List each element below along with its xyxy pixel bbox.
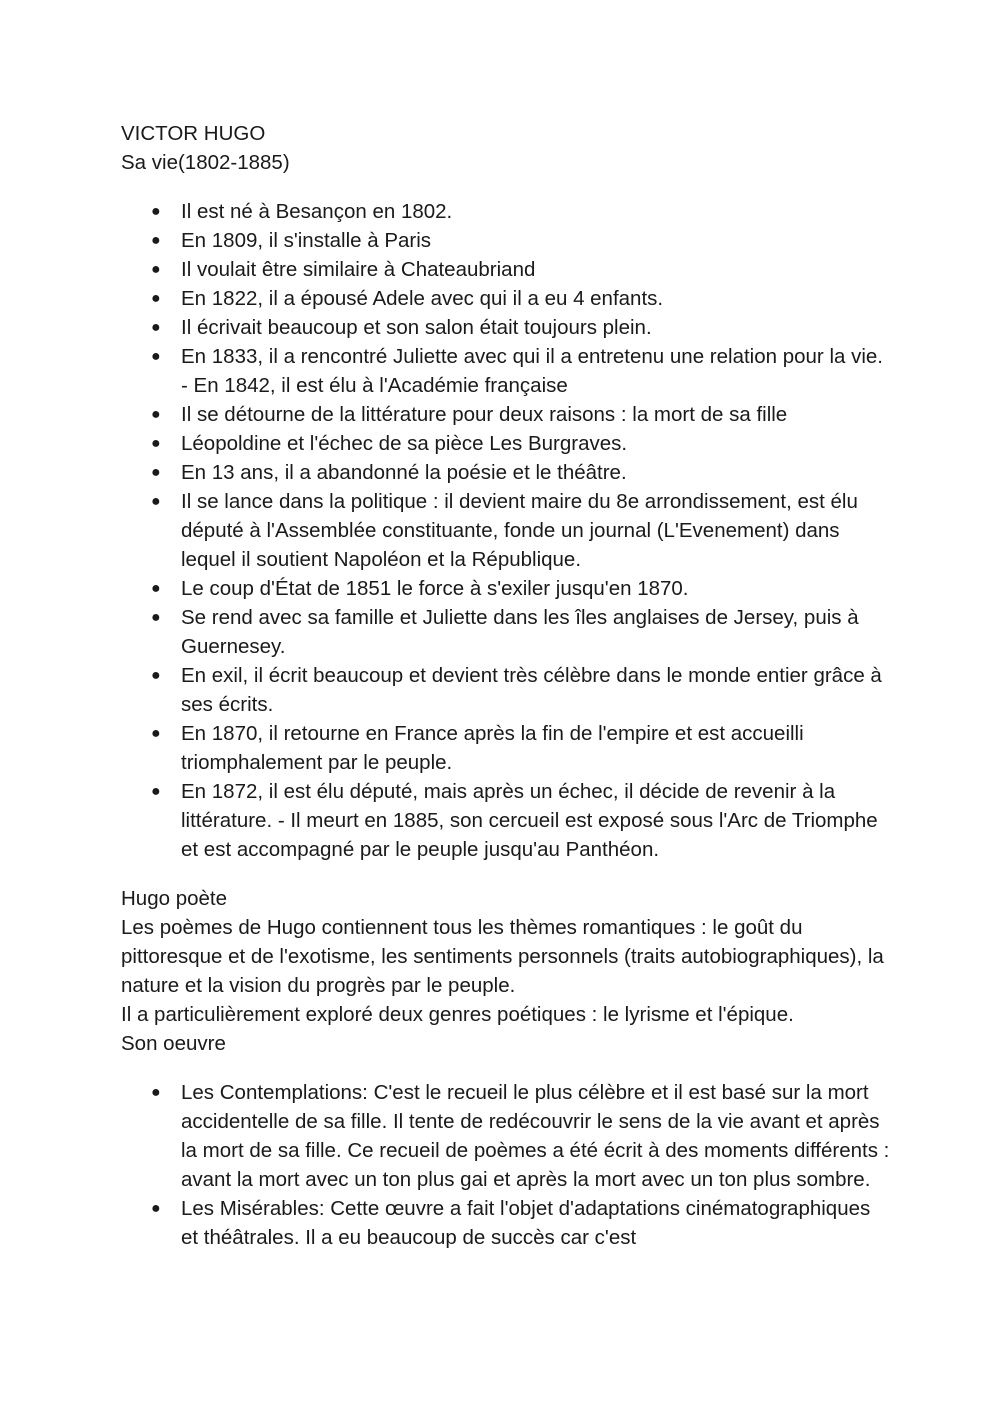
paragraph-themes: Les poèmes de Hugo contiennent tous les thèmes romantiques : le goût du pittoresque et de l'exotisme, les sentiments personnels (traits autobiographiques), la nature et la vision du progrès par le peuple.: [121, 916, 884, 997]
list-item: ● Léopoldine et l'échec de sa pièce Les Burgraves.: [121, 429, 891, 458]
bullet-icon: ●: [151, 435, 161, 452]
list-item: ● En 1870, il retourne en France après la fin de l'empire et est accueilli triomphalement par le peuple.: [121, 719, 891, 777]
bullet-icon: ●: [151, 783, 161, 800]
list-item: ● En 1809, il s'installe à Paris: [121, 226, 891, 255]
section-heading-life: Sa vie(1802-1885): [121, 151, 290, 174]
bullet-icon: ●: [151, 319, 161, 336]
bullet-icon: ●: [151, 261, 161, 278]
list-item: ● Il est né à Besançon en 1802.: [121, 197, 891, 226]
work-bullet-list: [121, 1078, 891, 1252]
list-item: ● Les Contemplations: C'est le recueil le plus célèbre et il est basé sur la mort accidentelle de sa fille. Il tente de redécouvrir le sens de la vie avant et après la mort de sa fille. Ce recueil de poèmes a été écrit à des moments différents : avant la mort avec un ton plus gai et après la mort avec un ton plus sombre.: [121, 1078, 891, 1194]
list-item: ● Les Misérables: Cette œuvre a fait l'objet d'adaptations cinématographiques et théâtrales. Il a eu beaucoup de succès car c'est: [121, 1194, 891, 1252]
list-item: ● Il se détourne de la littérature pour deux raisons : la mort de sa fille: [121, 400, 891, 429]
list-item: ● Il écrivait beaucoup et son salon était toujours plein.: [121, 313, 891, 342]
bullet-icon: ●: [151, 667, 161, 684]
document-page: [121, 119, 891, 1252]
bullet-icon: ●: [151, 464, 161, 481]
spacer: [121, 864, 891, 884]
list-item: ● Le coup d'État de 1851 le force à s'exiler jusqu'en 1870.: [121, 574, 891, 603]
bullet-icon: ●: [151, 1200, 161, 1217]
list-item: ● En 1872, il est élu député, mais après un échec, il décide de revenir à la littérature. - Il meurt en 1885, son cercueil est exposé sous l'Arc de Triomphe et est accompagné par le peuple jusqu'au Panthéon.: [121, 777, 891, 864]
bullet-icon: ●: [151, 232, 161, 249]
list-item: ● En 1833, il a rencontré Juliette avec qui il a entretenu une relation pour la vie. - En 1842, il est élu à l'Académie française: [121, 342, 891, 400]
life-bullet-list: [121, 197, 891, 864]
paragraph-genres: Il a particulièrement exploré deux genres poétiques : le lyrisme et l'épique.: [121, 1003, 794, 1026]
list-item: ● Il se lance dans la politique : il devient maire du 8e arrondissement, est élu député à l'Assemblée constituante, fonde un journal (L'Evenement) dans lequel il soutient Napoléon et la République.: [121, 487, 891, 574]
bullet-icon: ●: [151, 348, 161, 365]
list-item: ● En 13 ans, il a abandonné la poésie et le théâtre.: [121, 458, 891, 487]
spacer: [121, 1058, 891, 1078]
list-item: ● Il voulait être similaire à Chateaubriand: [121, 255, 891, 284]
bullet-icon: ●: [151, 203, 161, 220]
list-item: ● En 1822, il a épousé Adele avec qui il a eu 4 enfants.: [121, 284, 891, 313]
bullet-icon: ●: [151, 609, 161, 626]
list-item: ● Se rend avec sa famille et Juliette dans les îles anglaises de Jersey, puis à Guernesey.: [121, 603, 891, 661]
bullet-icon: ●: [151, 725, 161, 742]
section-heading-work: Son oeuvre: [121, 1032, 226, 1055]
bullet-icon: ●: [151, 406, 161, 423]
bullet-icon: ●: [151, 290, 161, 307]
bullet-icon: ●: [151, 493, 161, 510]
spacer: [121, 177, 891, 197]
list-item: ● En exil, il écrit beaucoup et devient très célèbre dans le monde entier grâce à ses écrits.: [121, 661, 891, 719]
bullet-icon: ●: [151, 580, 161, 597]
section-heading-poet: Hugo poète: [121, 887, 228, 910]
bullet-icon: ●: [151, 1084, 161, 1101]
document-title: VICTOR HUGO: [121, 122, 266, 145]
